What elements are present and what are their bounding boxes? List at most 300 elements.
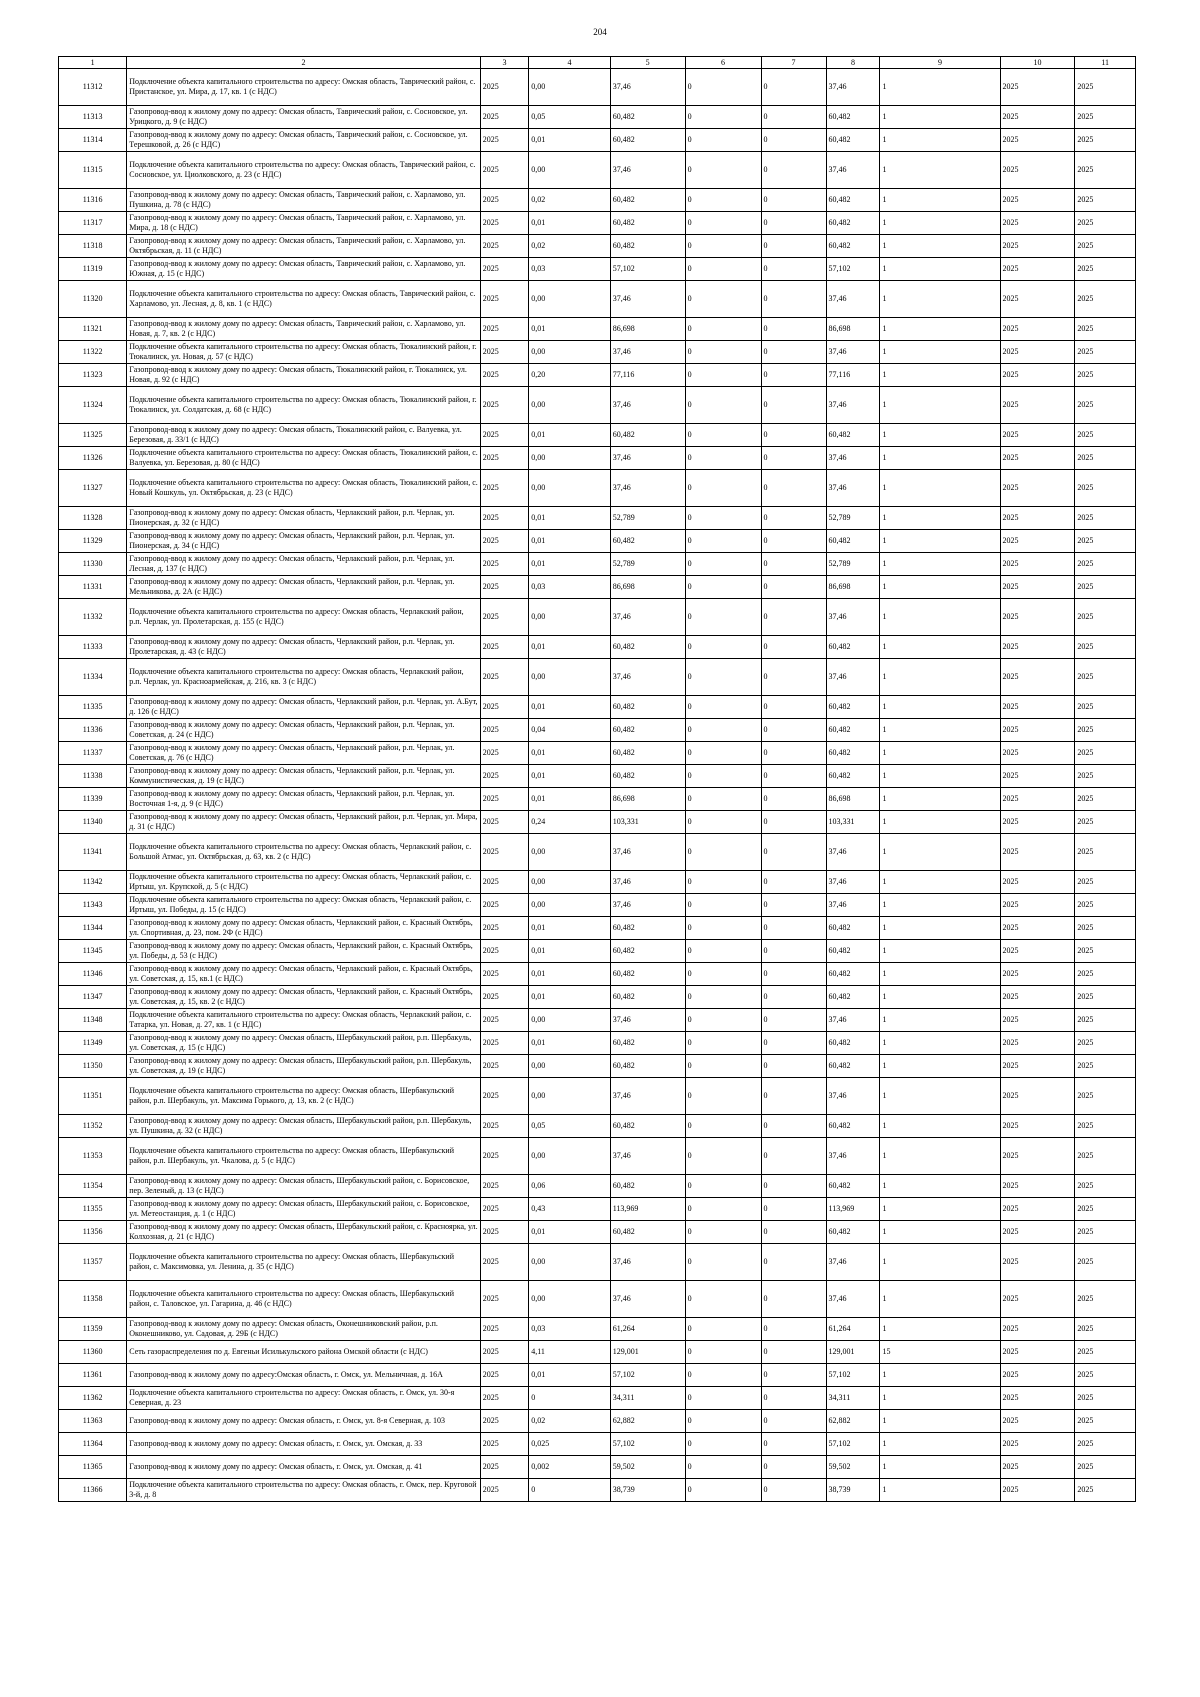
col4-cell: 0,05	[529, 1115, 610, 1138]
col5-cell: 37,46	[610, 387, 685, 424]
col7-cell: 0	[761, 1479, 826, 1502]
object-name-cell: Газопровод-ввод к жилому дому по адресу: Омская область, Черлакский район, р.п. Черлак, ул. Пионерская, д. 32 (с НДС)	[127, 507, 480, 530]
row-number-cell: 11313	[59, 106, 127, 129]
col4-cell: 0,025	[529, 1433, 610, 1456]
col6-cell: 0	[685, 129, 761, 152]
col5-cell: 77,116	[610, 364, 685, 387]
col5-cell: 37,46	[610, 894, 685, 917]
col5-cell: 86,698	[610, 788, 685, 811]
col11-cell: 2025	[1075, 1456, 1136, 1479]
col7-cell: 0	[761, 742, 826, 765]
col8-cell: 37,46	[826, 1244, 880, 1281]
row-number-cell: 11338	[59, 765, 127, 788]
col7-cell: 0	[761, 788, 826, 811]
col5-cell: 37,46	[610, 599, 685, 636]
column-header: 5	[610, 57, 685, 69]
col7-cell: 0	[761, 986, 826, 1009]
col6-cell: 0	[685, 1078, 761, 1115]
col8-cell: 37,46	[826, 69, 880, 106]
col7-cell: 0	[761, 696, 826, 719]
col3-cell: 2025	[480, 212, 528, 235]
table-row	[59, 719, 1136, 742]
object-name-cell: Газопровод-ввод к жилому дому по адресу: Омская область, Таврический район, с. Харламово, ул. Новая, д. 7, кв. 2 (с НДС)	[127, 318, 480, 341]
object-name-cell: Подключение объекта капитального строительства по адресу: Омская область, Тюкалинский район, с. Валуевка, ул. Березовая, д. 80 (с НДС)	[127, 447, 480, 470]
col5-cell: 37,46	[610, 447, 685, 470]
col4-cell: 0,01	[529, 917, 610, 940]
col10-cell: 2025	[1000, 1175, 1075, 1198]
col9-cell: 1	[880, 189, 1000, 212]
col8-cell: 37,46	[826, 659, 880, 696]
col10-cell: 2025	[1000, 963, 1075, 986]
col6-cell: 0	[685, 894, 761, 917]
col10-cell: 2025	[1000, 1479, 1075, 1502]
col3-cell: 2025	[480, 69, 528, 106]
col9-cell: 1	[880, 917, 1000, 940]
object-name-cell: Подключение объекта капитального строительства по адресу: Омская область, Черлакский район, с. Иртыш, ул. Победы, д. 15 (с НДС)	[127, 894, 480, 917]
col8-cell: 129,001	[826, 1341, 880, 1364]
object-name-cell: Подключение объекта капитального строительства по адресу: Омская область, г. Омск, ул. 30-я Северная, д. 23	[127, 1387, 480, 1410]
row-number-cell: 11360	[59, 1341, 127, 1364]
col6-cell: 0	[685, 364, 761, 387]
table-row	[59, 788, 1136, 811]
col11-cell: 2025	[1075, 986, 1136, 1009]
col10-cell: 2025	[1000, 765, 1075, 788]
col10-cell: 2025	[1000, 281, 1075, 318]
col3-cell: 2025	[480, 364, 528, 387]
col3-cell: 2025	[480, 940, 528, 963]
col10-cell: 2025	[1000, 530, 1075, 553]
col8-cell: 60,482	[826, 636, 880, 659]
row-number-cell: 11364	[59, 1433, 127, 1456]
row-number-cell: 11332	[59, 599, 127, 636]
object-name-cell: Газопровод-ввод к жилому дому по адресу: Омская область, Таврический район, с. Сосновское, ул. Урицкого, д. 9 (с НДС)	[127, 106, 480, 129]
col4-cell: 0,00	[529, 281, 610, 318]
col3-cell: 2025	[480, 1341, 528, 1364]
col7-cell: 0	[761, 834, 826, 871]
col10-cell: 2025	[1000, 788, 1075, 811]
col3-cell: 2025	[480, 1433, 528, 1456]
object-name-cell: Газопровод-ввод к жилому дому по адресу: Омская область, г. Омск, ул. Омская, д. 33	[127, 1433, 480, 1456]
col6-cell: 0	[685, 576, 761, 599]
col8-cell: 37,46	[826, 871, 880, 894]
row-number-cell: 11365	[59, 1456, 127, 1479]
col5-cell: 37,46	[610, 1078, 685, 1115]
col6-cell: 0	[685, 599, 761, 636]
col7-cell: 0	[761, 235, 826, 258]
table-row	[59, 1244, 1136, 1281]
table-row	[59, 1281, 1136, 1318]
row-number-cell: 11351	[59, 1078, 127, 1115]
col7-cell: 0	[761, 1032, 826, 1055]
col9-cell: 1	[880, 834, 1000, 871]
object-name-cell: Газопровод-ввод к жилому дому по адресу: Омская область, Шербакульский район, р.п. Шербакуль, ул. Пушкина, д. 32 (с НДС)	[127, 1115, 480, 1138]
col6-cell: 0	[685, 470, 761, 507]
col5-cell: 113,969	[610, 1198, 685, 1221]
row-number-cell: 11363	[59, 1410, 127, 1433]
col5-cell: 34,311	[610, 1387, 685, 1410]
col7-cell: 0	[761, 281, 826, 318]
object-name-cell: Газопровод-ввод к жилому дому по адресу: Омская область, г. Омск, ул. Омская, д. 41	[127, 1456, 480, 1479]
col10-cell: 2025	[1000, 553, 1075, 576]
object-name-cell: Газопровод-ввод к жилому дому по адресу: Омская область, Черлакский район, р.п. Черлак, ул. Пролетарская, д. 43 (с НДС)	[127, 636, 480, 659]
col9-cell: 1	[880, 1318, 1000, 1341]
col7-cell: 0	[761, 507, 826, 530]
col9-cell: 1	[880, 106, 1000, 129]
col9-cell: 1	[880, 576, 1000, 599]
table-row	[59, 765, 1136, 788]
col7-cell: 0	[761, 129, 826, 152]
row-number-cell: 11329	[59, 530, 127, 553]
col6-cell: 0	[685, 1479, 761, 1502]
col7-cell: 0	[761, 530, 826, 553]
object-name-cell: Газопровод-ввод к жилому дому по адресу: Омская область, Черлакский район, р.п. Черлак, ул. А.Бут, д. 126 (с НДС)	[127, 696, 480, 719]
col3-cell: 2025	[480, 1198, 528, 1221]
col5-cell: 52,789	[610, 507, 685, 530]
col10-cell: 2025	[1000, 894, 1075, 917]
col4-cell: 0,01	[529, 742, 610, 765]
row-number-cell: 11344	[59, 917, 127, 940]
col10-cell: 2025	[1000, 1138, 1075, 1175]
col5-cell: 37,46	[610, 834, 685, 871]
row-number-cell: 11315	[59, 152, 127, 189]
col4-cell: 0,00	[529, 1055, 610, 1078]
col11-cell: 2025	[1075, 235, 1136, 258]
col5-cell: 61,264	[610, 1318, 685, 1341]
column-header: 1	[59, 57, 127, 69]
column-header: 7	[761, 57, 826, 69]
col9-cell: 1	[880, 986, 1000, 1009]
col7-cell: 0	[761, 765, 826, 788]
col3-cell: 2025	[480, 811, 528, 834]
object-name-cell: Газопровод-ввод к жилому дому по адресу: Омская область, Черлакский район, р.п. Черлак, ул. Мельникова, д. 2А (с НДС)	[127, 576, 480, 599]
object-name-cell: Подключение объекта капитального строительства по адресу: Омская область, Черлакский район, с. Иртыш, ул. Крупской, д. 5 (с НДС)	[127, 871, 480, 894]
col7-cell: 0	[761, 719, 826, 742]
col9-cell: 1	[880, 364, 1000, 387]
object-name-cell: Подключение объекта капитального строительства по адресу: Омская область, Шербакульский район, с. Максимовка, ул. Ленина, д. 35 (с НДС)	[127, 1244, 480, 1281]
col10-cell: 2025	[1000, 1078, 1075, 1115]
col6-cell: 0	[685, 1456, 761, 1479]
col9-cell: 1	[880, 1078, 1000, 1115]
col6-cell: 0	[685, 636, 761, 659]
object-name-cell: Газопровод-ввод к жилому дому по адресу: Омская область, Черлакский район, р.п. Черлак, ул. Восточная 1-я, д. 9 (с НДС)	[127, 788, 480, 811]
col7-cell: 0	[761, 1318, 826, 1341]
col10-cell: 2025	[1000, 719, 1075, 742]
col11-cell: 2025	[1075, 834, 1136, 871]
object-name-cell: Газопровод-ввод к жилому дому по адресу: Омская область, Черлакский район, с. Красный Октябрь, ул. Советская, д. 15, кв. 2 (с НДС)	[127, 986, 480, 1009]
col5-cell: 60,482	[610, 1115, 685, 1138]
col3-cell: 2025	[480, 1078, 528, 1115]
col3-cell: 2025	[480, 1456, 528, 1479]
col8-cell: 60,482	[826, 424, 880, 447]
col6-cell: 0	[685, 258, 761, 281]
col10-cell: 2025	[1000, 470, 1075, 507]
col4-cell: 0,01	[529, 129, 610, 152]
table-row	[59, 1456, 1136, 1479]
row-number-cell: 11359	[59, 1318, 127, 1341]
col10-cell: 2025	[1000, 636, 1075, 659]
col8-cell: 61,264	[826, 1318, 880, 1341]
object-name-cell: Газопровод-ввод к жилому дому по адресу: Омская область, Таврический район, с. Харламово, ул. Южная, д. 15 (с НДС)	[127, 258, 480, 281]
col6-cell: 0	[685, 69, 761, 106]
table-row	[59, 1032, 1136, 1055]
object-name-cell: Газопровод-ввод к жилому дому по адресу: Омская область, Черлакский район, р.п. Черлак, ул. Советская, д. 24 (с НДС)	[127, 719, 480, 742]
col3-cell: 2025	[480, 659, 528, 696]
table-row	[59, 696, 1136, 719]
col5-cell: 60,482	[610, 917, 685, 940]
col7-cell: 0	[761, 1138, 826, 1175]
object-name-cell: Газопровод-ввод к жилому дому по адресу: Омская область, Тюкалинский район, г. Тюкалинск, ул. Новая, д. 92 (с НДС)	[127, 364, 480, 387]
col9-cell: 1	[880, 212, 1000, 235]
row-number-cell: 11343	[59, 894, 127, 917]
col8-cell: 37,46	[826, 281, 880, 318]
col8-cell: 52,789	[826, 507, 880, 530]
col10-cell: 2025	[1000, 69, 1075, 106]
col3-cell: 2025	[480, 719, 528, 742]
table-row	[59, 1410, 1136, 1433]
col4-cell: 0,00	[529, 599, 610, 636]
col9-cell: 15	[880, 1341, 1000, 1364]
col9-cell: 1	[880, 1281, 1000, 1318]
col4-cell: 0,01	[529, 553, 610, 576]
col7-cell: 0	[761, 1009, 826, 1032]
row-number-cell: 11336	[59, 719, 127, 742]
col5-cell: 37,46	[610, 470, 685, 507]
col4-cell: 0,01	[529, 765, 610, 788]
col7-cell: 0	[761, 1115, 826, 1138]
col3-cell: 2025	[480, 696, 528, 719]
object-name-cell: Подключение объекта капитального строительства по адресу: Омская область, Черлакский район, р.п. Черлак, ул. Красноармейская, д. 216, кв. 3 (с НДС)	[127, 659, 480, 696]
col10-cell: 2025	[1000, 1410, 1075, 1433]
col10-cell: 2025	[1000, 1318, 1075, 1341]
col11-cell: 2025	[1075, 1318, 1136, 1341]
col7-cell: 0	[761, 189, 826, 212]
col11-cell: 2025	[1075, 599, 1136, 636]
col5-cell: 60,482	[610, 636, 685, 659]
col8-cell: 86,698	[826, 318, 880, 341]
col10-cell: 2025	[1000, 212, 1075, 235]
col10-cell: 2025	[1000, 599, 1075, 636]
col9-cell: 1	[880, 1055, 1000, 1078]
col7-cell: 0	[761, 940, 826, 963]
col8-cell: 37,46	[826, 1138, 880, 1175]
object-name-cell: Газопровод-ввод к жилому дому по адресу: Омская область, Таврический район, с. Харламово, ул. Пушкина, д. 78 (с НДС)	[127, 189, 480, 212]
col3-cell: 2025	[480, 1175, 528, 1198]
table-row	[59, 1055, 1136, 1078]
row-number-cell: 11352	[59, 1115, 127, 1138]
col11-cell: 2025	[1075, 1009, 1136, 1032]
col4-cell: 0,00	[529, 894, 610, 917]
col11-cell: 2025	[1075, 1055, 1136, 1078]
table-row	[59, 963, 1136, 986]
col11-cell: 2025	[1075, 1175, 1136, 1198]
col10-cell: 2025	[1000, 129, 1075, 152]
col6-cell: 0	[685, 212, 761, 235]
object-name-cell: Подключение объекта капитального строительства по адресу: Омская область, Черлакский район, с. Татарка, ул. Новая, д. 27, кв. 1 (с НДС)	[127, 1009, 480, 1032]
col4-cell: 0,00	[529, 1078, 610, 1115]
col8-cell: 59,502	[826, 1456, 880, 1479]
table-row	[59, 1364, 1136, 1387]
column-header: 11	[1075, 57, 1136, 69]
col3-cell: 2025	[480, 834, 528, 871]
col8-cell: 60,482	[826, 940, 880, 963]
col8-cell: 37,46	[826, 834, 880, 871]
object-name-cell: Газопровод-ввод к жилому дому по адресу: Омская область, Оконешниковский район, р.п. Оконешниково, ул. Садовая, д. 29Б (с НДС)	[127, 1318, 480, 1341]
col9-cell: 1	[880, 659, 1000, 696]
col8-cell: 60,482	[826, 106, 880, 129]
col9-cell: 1	[880, 788, 1000, 811]
row-number-cell: 11353	[59, 1138, 127, 1175]
col6-cell: 0	[685, 387, 761, 424]
col11-cell: 2025	[1075, 894, 1136, 917]
col5-cell: 37,46	[610, 659, 685, 696]
col7-cell: 0	[761, 258, 826, 281]
col6-cell: 0	[685, 871, 761, 894]
object-name-cell: Газопровод-ввод к жилому дому по адресу: Омская область, Черлакский район, р.п. Черлак, ул. Лесная, д. 137 (с НДС)	[127, 553, 480, 576]
object-name-cell: Подключение объекта капитального строительства по адресу: Омская область, Тюкалинский район, г. Тюкалинск, ул. Солдатская, д. 68 (с НДС)	[127, 387, 480, 424]
col3-cell: 2025	[480, 576, 528, 599]
col6-cell: 0	[685, 281, 761, 318]
col4-cell: 0,01	[529, 530, 610, 553]
col7-cell: 0	[761, 341, 826, 364]
col3-cell: 2025	[480, 765, 528, 788]
col11-cell: 2025	[1075, 129, 1136, 152]
col4-cell: 0,01	[529, 696, 610, 719]
col8-cell: 37,46	[826, 894, 880, 917]
col10-cell: 2025	[1000, 986, 1075, 1009]
table-row	[59, 364, 1136, 387]
row-number-cell: 11330	[59, 553, 127, 576]
col7-cell: 0	[761, 364, 826, 387]
table-row	[59, 235, 1136, 258]
col10-cell: 2025	[1000, 871, 1075, 894]
col6-cell: 0	[685, 189, 761, 212]
col11-cell: 2025	[1075, 1115, 1136, 1138]
row-number-cell: 11333	[59, 636, 127, 659]
col6-cell: 0	[685, 1387, 761, 1410]
col11-cell: 2025	[1075, 212, 1136, 235]
col9-cell: 1	[880, 152, 1000, 189]
col9-cell: 1	[880, 1410, 1000, 1433]
object-name-cell: Газопровод-ввод к жилому дому по адресу: Омская область, Шербакульский район, р.п. Шербакуль, ул. Советская, д. 15 (с НДС)	[127, 1032, 480, 1055]
col6-cell: 0	[685, 447, 761, 470]
col3-cell: 2025	[480, 894, 528, 917]
col3-cell: 2025	[480, 1138, 528, 1175]
col7-cell: 0	[761, 576, 826, 599]
col9-cell: 1	[880, 387, 1000, 424]
table-row	[59, 1115, 1136, 1138]
col3-cell: 2025	[480, 530, 528, 553]
col6-cell: 0	[685, 1364, 761, 1387]
object-name-cell: Подключение объекта капитального строительства по адресу: Омская область, Шербакульский район, р.п. Шербакуль, ул. Максима Горького, д. 13, кв. 2 (с НДС)	[127, 1078, 480, 1115]
row-number-cell: 11337	[59, 742, 127, 765]
col7-cell: 0	[761, 553, 826, 576]
col5-cell: 60,482	[610, 765, 685, 788]
col10-cell: 2025	[1000, 811, 1075, 834]
col10-cell: 2025	[1000, 742, 1075, 765]
col11-cell: 2025	[1075, 1138, 1136, 1175]
col4-cell: 0,00	[529, 1281, 610, 1318]
col7-cell: 0	[761, 447, 826, 470]
col11-cell: 2025	[1075, 341, 1136, 364]
col5-cell: 37,46	[610, 1138, 685, 1175]
row-number-cell: 11349	[59, 1032, 127, 1055]
col10-cell: 2025	[1000, 917, 1075, 940]
col5-cell: 129,001	[610, 1341, 685, 1364]
col5-cell: 59,502	[610, 1456, 685, 1479]
col5-cell: 60,482	[610, 940, 685, 963]
col8-cell: 60,482	[826, 189, 880, 212]
col3-cell: 2025	[480, 553, 528, 576]
row-number-cell: 11318	[59, 235, 127, 258]
table-row	[59, 1175, 1136, 1198]
row-number-cell: 11339	[59, 788, 127, 811]
object-name-cell: Газопровод-ввод к жилому дому по адресу: Омская область, Шербакульский район, с. Борисовское, ул. Метеостанция, д. 1 (с НДС)	[127, 1198, 480, 1221]
col11-cell: 2025	[1075, 530, 1136, 553]
col7-cell: 0	[761, 1387, 826, 1410]
col4-cell: 0,002	[529, 1456, 610, 1479]
col8-cell: 60,482	[826, 742, 880, 765]
col4-cell: 0,00	[529, 1138, 610, 1175]
col11-cell: 2025	[1075, 507, 1136, 530]
col4-cell: 0,20	[529, 364, 610, 387]
col3-cell: 2025	[480, 507, 528, 530]
col11-cell: 2025	[1075, 69, 1136, 106]
col5-cell: 57,102	[610, 1364, 685, 1387]
col11-cell: 2025	[1075, 940, 1136, 963]
col3-cell: 2025	[480, 341, 528, 364]
col9-cell: 1	[880, 1221, 1000, 1244]
table-row	[59, 281, 1136, 318]
col3-cell: 2025	[480, 986, 528, 1009]
col7-cell: 0	[761, 871, 826, 894]
col4-cell: 0,00	[529, 871, 610, 894]
col11-cell: 2025	[1075, 1032, 1136, 1055]
col10-cell: 2025	[1000, 189, 1075, 212]
col9-cell: 1	[880, 1433, 1000, 1456]
col10-cell: 2025	[1000, 1387, 1075, 1410]
col7-cell: 0	[761, 69, 826, 106]
col4-cell: 0,00	[529, 470, 610, 507]
col3-cell: 2025	[480, 1364, 528, 1387]
col5-cell: 60,482	[610, 1175, 685, 1198]
col11-cell: 2025	[1075, 811, 1136, 834]
col11-cell: 2025	[1075, 871, 1136, 894]
col9-cell: 1	[880, 894, 1000, 917]
col8-cell: 62,882	[826, 1410, 880, 1433]
row-number-cell: 11350	[59, 1055, 127, 1078]
col4-cell: 0,03	[529, 258, 610, 281]
table-row	[59, 1387, 1136, 1410]
col7-cell: 0	[761, 470, 826, 507]
col8-cell: 60,482	[826, 212, 880, 235]
col5-cell: 60,482	[610, 1221, 685, 1244]
object-name-cell: Газопровод-ввод к жилому дому по адресу: Омская область, г. Омск, ул. 8-я Северная, д. 103	[127, 1410, 480, 1433]
col11-cell: 2025	[1075, 765, 1136, 788]
object-name-cell: Подключение объекта капитального строительства по адресу: Омская область, Таврический район, с. Пристанское, ул. Мира, д. 17, кв. 1 (с НДС)	[127, 69, 480, 106]
col10-cell: 2025	[1000, 1433, 1075, 1456]
table-row	[59, 212, 1136, 235]
object-name-cell: Газопровод-ввод к жилому дому по адресу: Омская область, Черлакский район, с. Красный Октябрь, ул. Победы, д. 53 (с НДС)	[127, 940, 480, 963]
col8-cell: 77,116	[826, 364, 880, 387]
row-number-cell: 11317	[59, 212, 127, 235]
col4-cell: 0,00	[529, 341, 610, 364]
col6-cell: 0	[685, 507, 761, 530]
object-name-cell: Газопровод-ввод к жилому дому по адресу: Омская область, Черлакский район, с. Красный Октябрь, ул. Советская, д. 15, кв.1 (с НДС)	[127, 963, 480, 986]
col11-cell: 2025	[1075, 447, 1136, 470]
object-name-cell: Подключение объекта капитального строительства по адресу: Омская область, г. Омск, пер. Круговой 3-й, д. 8	[127, 1479, 480, 1502]
row-number-cell: 11335	[59, 696, 127, 719]
table-row	[59, 470, 1136, 507]
